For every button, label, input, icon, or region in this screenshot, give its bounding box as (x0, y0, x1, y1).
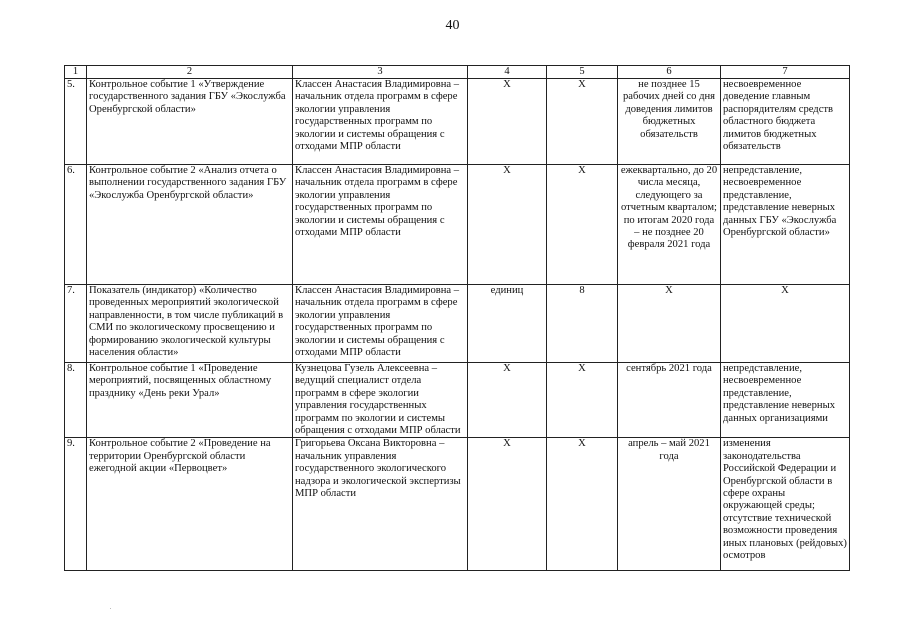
value-cell: X (547, 438, 618, 571)
header-cell: 1 (65, 66, 87, 79)
deadline-cell: сентябрь 2021 года (618, 363, 721, 438)
responsible-cell: Кузнецова Гузель Алексеевна – ведущий специалист отдела программ в сфере экологии управления государственных программ по экологии и системы обращения с отходами МПР области (293, 363, 468, 438)
unit-cell: единиц (468, 285, 547, 363)
event-cell: Контрольное событие 1 «Утверждение государственного задания ГБУ «Экослужба Оренбургской области» (87, 79, 293, 165)
event-cell: Контрольное событие 1 «Проведение мероприятий, посвященных областному празднику «День реки Урал» (87, 363, 293, 438)
row-number: 9. (65, 438, 87, 571)
table-row (65, 363, 850, 438)
risks-cell: непредставление, несвоевременное представление, представление неверных данных организациями (721, 363, 850, 438)
row-number: 6. (65, 165, 87, 285)
risks-cell: X (721, 285, 850, 363)
unit-cell: X (468, 438, 547, 571)
deadline-cell: не позднее 15 рабочих дней со дня доведения лимитов бюджетных обязательств (618, 79, 721, 165)
row-number: 8. (65, 363, 87, 438)
risks-cell: непредставление, несвоевременное представление, представление неверных данных ГБУ «Экослужба Оренбургской области» (721, 165, 850, 285)
unit-cell: X (468, 79, 547, 165)
row-number: 5. (65, 79, 87, 165)
table-row (65, 285, 850, 363)
table-header-row (65, 66, 850, 79)
header-cell: 5 (547, 66, 618, 79)
event-cell: Контрольное событие 2 «Анализ отчета о выполнении государственного задания ГБУ «Экослужба Оренбургской области» (87, 165, 293, 285)
table-row (65, 165, 850, 285)
deadline-cell: X (618, 285, 721, 363)
schedule-table (64, 65, 850, 571)
event-cell: Контрольное событие 2 «Проведение на территории Оренбургской области ежегодной акции «Первоцвет» (87, 438, 293, 571)
header-cell: 7 (721, 66, 850, 79)
scan-speck (110, 608, 111, 609)
deadline-cell: ежеквартально, до 20 числа месяца, следующего за отчетным кварталом; по итогам 2020 года – не позднее 20 февраля 2021 года (618, 165, 721, 285)
value-cell: X (547, 363, 618, 438)
responsible-cell: Классен Анастасия Владимировна – начальник отдела программ в сфере экологии управления государственных программ по экологии и системы обращения с отходами МПР области (293, 165, 468, 285)
responsible-cell: Григорьева Оксана Викторовна – начальник управления государственного экологического надзора и экологической экспертизы МПР области (293, 438, 468, 571)
risks-cell: несвоевременное доведение главным распорядителям средств областного бюджета лимитов бюджетных обязательств (721, 79, 850, 165)
deadline-cell: апрель – май 2021 года (618, 438, 721, 571)
table-row (65, 438, 850, 571)
responsible-cell: Классен Анастасия Владимировна – начальник отдела программ в сфере экологии управления государственных программ по экологии и системы обращения с отходами МПР области (293, 79, 468, 165)
header-cell: 4 (468, 66, 547, 79)
header-cell: 3 (293, 66, 468, 79)
event-cell: Показатель (индикатор) «Количество проведенных мероприятий экологической направленности, в том числе публикаций в СМИ по экологическому просвещению и формированию экологической культуры населения области» (87, 285, 293, 363)
unit-cell: X (468, 165, 547, 285)
page-number: 40 (445, 18, 460, 33)
row-number: 7. (65, 285, 87, 363)
unit-cell: X (468, 363, 547, 438)
risks-cell: изменения законодательства Российской Федерации и Оренбургской области в сфере охраны окружающей среды; отсутствие технической возможности проведения иных плановых (рейдовых) осмотров (721, 438, 850, 571)
table-row (65, 79, 850, 165)
responsible-cell: Классен Анастасия Владимировна – начальник отдела программ в сфере экологии управления государственных программ по экологии и системы обращения с отходами МПР области (293, 285, 468, 363)
value-cell: X (547, 165, 618, 285)
value-cell: X (547, 79, 618, 165)
header-cell: 6 (618, 66, 721, 79)
value-cell: 8 (547, 285, 618, 363)
header-cell: 2 (87, 66, 293, 79)
